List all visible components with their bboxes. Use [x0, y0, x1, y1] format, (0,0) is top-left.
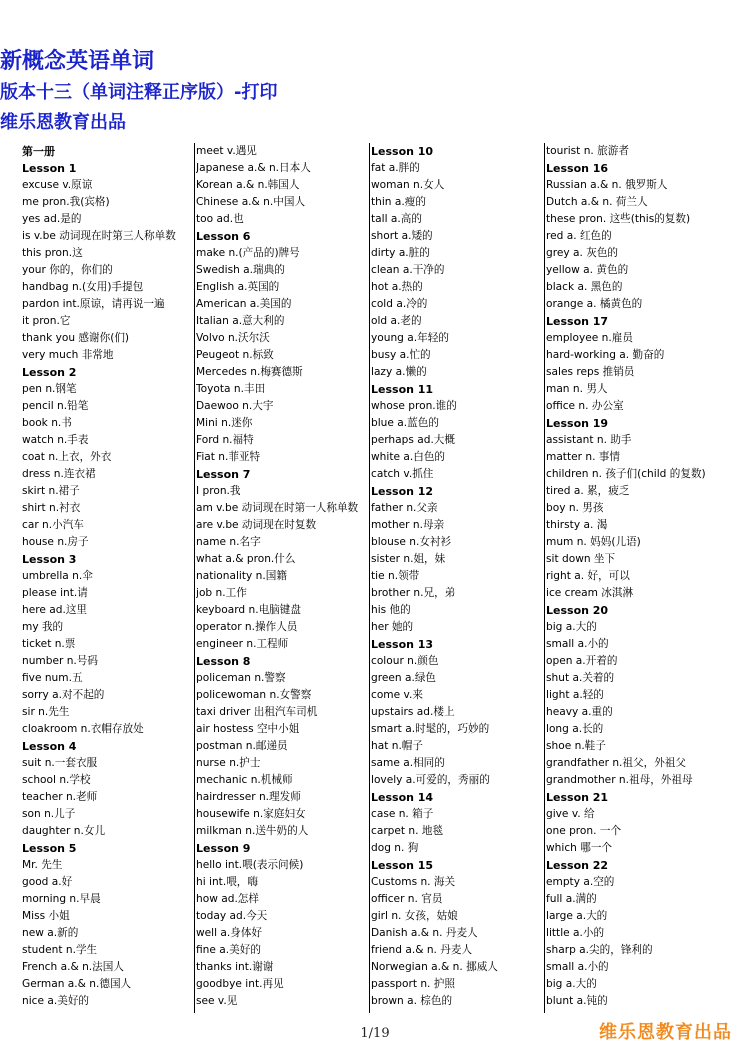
vocab-entry: fat a.胖的 [371, 162, 420, 174]
vocab-entry: my 我的 [22, 621, 64, 633]
vocab-entry: lazy a.懒的 [371, 366, 427, 378]
vocab-entry: assistant n. 助手 [546, 434, 632, 446]
vocab-entry: French a.& n.法国人 [22, 961, 124, 973]
vocab-entry: children n. 孩子们(child 的复数) [546, 468, 706, 480]
vocab-entry: upstairs ad.楼上 [371, 706, 455, 718]
vocab-entry: lovely a.可爱的，秀丽的 [371, 774, 490, 786]
vocab-entry: Peugeot n.标致 [196, 349, 274, 361]
vocab-entry: I pron.我 [196, 485, 241, 497]
vocab-entry: busy a.忙的 [371, 349, 431, 361]
vocab-entry: thanks int.谢谢 [196, 961, 274, 973]
vocab-entry: same a.相同的 [371, 757, 445, 769]
vocab-column-1 [22, 143, 192, 1013]
vocab-entry: housewife n.家庭妇女 [196, 808, 306, 820]
vocab-entry: office n. 办公室 [546, 400, 624, 412]
vocab-column-2 [196, 143, 366, 1013]
vocab-entry: hairdresser n.理发师 [196, 791, 301, 803]
vocab-column-3 [371, 143, 541, 1013]
vocab-entry: hot a.热的 [371, 281, 423, 293]
vocab-entry: yellow a. 黄色的 [546, 264, 629, 276]
vocab-entry: thin a.瘦的 [371, 196, 426, 208]
document-title: 新概念英语单词 [0, 49, 155, 74]
vocab-entry: tie n.领带 [371, 570, 420, 582]
lesson-heading: Lesson 15 [371, 859, 434, 872]
vocab-entry: shut a.关着的 [546, 672, 615, 684]
document-subtitle: 版本十三（单词注释正序版）-打印 [0, 82, 278, 103]
vocab-entry: dirty a.脏的 [371, 247, 430, 259]
vocab-entry: which 哪一个 [546, 842, 613, 854]
vocab-entry: perhaps ad.大概 [371, 434, 455, 446]
lesson-heading: Lesson 19 [546, 417, 609, 430]
vocab-entry: pen n.钢笔 [22, 383, 77, 395]
vocab-entry: son n.儿子 [22, 808, 76, 820]
vocab-entry: daughter n.女儿 [22, 825, 106, 837]
vocab-entry: blouse n.女衬衫 [371, 536, 452, 548]
vocab-entry: hat n.帽子 [371, 740, 423, 752]
vocab-entry: cloakroom n.衣帽存放处 [22, 723, 144, 735]
vocab-entry: dress n.连衣裙 [22, 468, 96, 480]
vocab-entry: dog n. 狗 [371, 842, 419, 854]
vocab-entry: man n. 男人 [546, 383, 608, 395]
vocab-entry: yes ad.是的 [22, 213, 82, 225]
vocab-entry: small a.小的 [546, 638, 609, 650]
lesson-heading: Lesson 5 [22, 842, 77, 855]
vocab-entry: Ford n.福特 [196, 434, 254, 446]
vocab-entry: thank you 感谢你(们) [22, 332, 130, 344]
vocab-entry: policewoman n.女警察 [196, 689, 312, 701]
vocab-entry: Miss 小姐 [22, 910, 70, 922]
vocab-entry: sales reps 推销员 [546, 366, 635, 378]
vocab-entry: too ad.也 [196, 213, 244, 225]
vocab-entry: fine a.美好的 [196, 944, 261, 956]
vocab-entry: Korean a.& n.韩国人 [196, 179, 300, 191]
vocab-entry: woman n.女人 [371, 179, 445, 191]
vocab-entry: Daewoo n.大宇 [196, 400, 274, 412]
lesson-heading: Lesson 4 [22, 740, 77, 753]
vocab-entry: little a.小的 [546, 927, 605, 939]
vocab-entry: grey a. 灰色的 [546, 247, 619, 259]
vocab-entry: grandmother n.祖母，外祖母 [546, 774, 693, 786]
vocab-entry: smart a.时髦的，巧妙的 [371, 723, 490, 735]
vocab-entry: catch v.抓住 [371, 468, 434, 480]
vocab-entry: policeman n.警察 [196, 672, 286, 684]
vocab-entry: postman n.邮递员 [196, 740, 288, 752]
vocab-entry: short a.矮的 [371, 230, 433, 242]
vocab-entry: matter n. 事情 [546, 451, 620, 463]
vocab-entry: clean a.干净的 [371, 264, 445, 276]
vocab-entry: Fiat n.菲亚特 [196, 451, 261, 463]
vocab-entry: American a.美国的 [196, 298, 292, 310]
vocab-entry: please int.请 [22, 587, 88, 599]
vocab-entry: orange a. 橘黄色的 [546, 298, 643, 310]
vocabulary-columns [22, 143, 730, 1013]
vocab-entry: ticket n.票 [22, 638, 76, 650]
vocab-entry: number n.号码 [22, 655, 98, 667]
vocab-entry: here ad.这里 [22, 604, 88, 616]
lesson-heading: Lesson 3 [22, 553, 77, 566]
vocab-entry: big a.大的 [546, 978, 597, 990]
vocab-entry: sister n.姐，妹 [371, 553, 446, 565]
vocab-entry: Japanese a.& n.日本人 [196, 162, 311, 174]
vocab-entry: officer n. 官员 [371, 893, 443, 905]
vocab-entry: operator n.操作人员 [196, 621, 298, 633]
vocab-entry: white a.白色的 [371, 451, 446, 463]
vocab-entry: mechanic n.机械师 [196, 774, 293, 786]
vocab-entry: right a. 好，可以 [546, 570, 630, 582]
lesson-heading: Lesson 22 [546, 859, 609, 872]
vocab-entry: give v. 给 [546, 808, 595, 820]
vocab-entry: five num.五 [22, 672, 83, 684]
vocab-entry: German a.& n.德国人 [22, 978, 132, 990]
lesson-heading: Lesson 13 [371, 638, 434, 651]
lesson-heading: Lesson 7 [196, 468, 251, 481]
vocab-entry: air hostess 空中小姐 [196, 723, 300, 735]
vocab-entry: young a.年轻的 [371, 332, 449, 344]
vocab-entry: your 你的，你们的 [22, 264, 113, 276]
lesson-heading: Lesson 6 [196, 230, 251, 243]
vocab-entry: morning n.早晨 [22, 893, 101, 905]
lesson-heading: Lesson 14 [371, 791, 434, 804]
vocab-entry: long a.长的 [546, 723, 604, 735]
publisher-line: 维乐恩教育出品 [0, 112, 126, 133]
vocab-entry: job n.工作 [196, 587, 247, 599]
lesson-heading: Lesson 11 [371, 383, 434, 396]
vocab-entry: Norwegian a.& n. 挪威人 [371, 961, 498, 973]
vocab-entry: Volvo n.沃尔沃 [196, 332, 270, 344]
vocab-entry: it pron.它 [22, 315, 71, 327]
vocab-entry: engineer n.工程师 [196, 638, 289, 650]
vocab-entry: small a.小的 [546, 961, 609, 973]
vocab-entry: tall a.高的 [371, 213, 422, 225]
vocab-entry: handbag n.(女用)手提包 [22, 281, 144, 293]
vocab-entry: Mr. 先生 [22, 859, 63, 871]
vocab-entry: car n.小汽车 [22, 519, 84, 531]
vocab-entry: come v.来 [371, 689, 423, 701]
vocab-entry: shirt n.衬衣 [22, 502, 81, 514]
vocab-entry: nurse n.护士 [196, 757, 261, 769]
vocab-entry: name n.名字 [196, 536, 261, 548]
vocab-entry: school n.学校 [22, 774, 91, 786]
vocab-entry: employee n.雇员 [546, 332, 633, 344]
vocab-entry: colour n.颜色 [371, 655, 439, 667]
vocab-entry: blunt a.钝的 [546, 995, 608, 1007]
vocab-entry: Toyota n.丰田 [196, 383, 266, 395]
vocab-column-4 [546, 143, 716, 1013]
vocab-entry: suit n.一套衣服 [22, 757, 98, 769]
lesson-heading: 第一册 [22, 145, 55, 158]
vocab-entry: mother n.母亲 [371, 519, 445, 531]
lesson-heading: Lesson 21 [546, 791, 609, 804]
vocab-entry: excuse v.原谅 [22, 179, 93, 191]
vocab-entry: pencil n.铅笔 [22, 400, 89, 412]
vocab-entry: shoe n.鞋子 [546, 740, 606, 752]
vocab-entry: make n.(产品的)牌号 [196, 247, 300, 259]
vocab-entry: friend a.& n. 丹麦人 [371, 944, 473, 956]
vocab-entry: carpet n. 地毯 [371, 825, 444, 837]
vocab-entry: sit down 坐下 [546, 553, 616, 565]
vocab-entry: case n. 箱子 [371, 808, 434, 820]
vocab-entry: meet v.遇见 [196, 145, 257, 157]
vocab-entry: pardon int.原谅，请再说一遍 [22, 298, 165, 310]
vocab-entry: keyboard n.电脑键盘 [196, 604, 301, 616]
vocab-entry: Italian a.意大利的 [196, 315, 285, 327]
vocab-entry: green a.绿色 [371, 672, 437, 684]
vocab-entry: Dutch a.& n. 荷兰人 [546, 196, 648, 208]
lesson-heading: Lesson 8 [196, 655, 251, 668]
vocab-entry: Mercedes n.梅赛德斯 [196, 366, 303, 378]
vocab-entry: watch n.手表 [22, 434, 89, 446]
vocab-entry: red a. 红色的 [546, 230, 612, 242]
vocab-entry: light a.轻的 [546, 689, 604, 701]
vocab-entry: student n.学生 [22, 944, 98, 956]
vocab-entry: mum n. 妈妈(儿语) [546, 536, 641, 548]
publisher-watermark: 维乐恩教育出品 [599, 1022, 732, 1043]
vocab-entry: father n.父亲 [371, 502, 438, 514]
vocab-entry: cold a.冷的 [371, 298, 428, 310]
lesson-heading: Lesson 1 [22, 162, 77, 175]
vocab-entry: book n.书 [22, 417, 72, 429]
vocab-entry: Danish a.& n. 丹麦人 [371, 927, 478, 939]
vocab-entry: these pron. 这些(this的复数) [546, 213, 691, 225]
vocab-entry: how ad.怎样 [196, 893, 259, 905]
vocab-entry: big a.大的 [546, 621, 597, 633]
vocab-entry: nationality n.国籍 [196, 570, 287, 582]
vocab-entry: well a.身体好 [196, 927, 263, 939]
vocab-entry: blue a.蓝色的 [371, 417, 439, 429]
vocab-entry: Chinese a.& n.中国人 [196, 196, 306, 208]
vocab-entry: am v.be 动词现在时第一人称单数 [196, 502, 359, 514]
vocab-entry: thirsty a. 渴 [546, 519, 608, 531]
vocab-entry: me pron.我(宾格) [22, 196, 110, 208]
vocab-entry: teacher n.老师 [22, 791, 98, 803]
lesson-heading: Lesson 2 [22, 366, 77, 379]
lesson-heading: Lesson 20 [546, 604, 609, 617]
vocab-entry: passport n. 护照 [371, 978, 455, 990]
vocab-entry: sharp a.尖的，锋利的 [546, 944, 653, 956]
column-divider [369, 143, 370, 1013]
vocab-entry: is v.be 动词现在时第三人称单数 [22, 230, 176, 242]
vocab-entry: skirt n.裙子 [22, 485, 80, 497]
vocab-entry: tourist n. 旅游者 [546, 145, 629, 157]
vocab-entry: today ad.今天 [196, 910, 268, 922]
vocab-entry: his 他的 [371, 604, 411, 616]
vocab-entry: milkman n.送牛奶的人 [196, 825, 309, 837]
vocab-entry: old a.老的 [371, 315, 422, 327]
vocab-entry: ice cream 冰淇淋 [546, 587, 634, 599]
vocab-entry: brown a. 棕色的 [371, 995, 453, 1007]
vocab-entry: girl n. 女孩，姑娘 [371, 910, 458, 922]
vocab-entry: nice a.美好的 [22, 995, 90, 1007]
vocab-entry: good a.好 [22, 876, 73, 888]
vocab-entry: new a.新的 [22, 927, 79, 939]
vocab-entry: heavy a.重的 [546, 706, 613, 718]
vocab-entry: her 她的 [371, 621, 414, 633]
vocab-entry: open a.开着的 [546, 655, 618, 667]
vocab-entry: this pron.这 [22, 247, 83, 259]
vocab-entry: are v.be 动词现在时复数 [196, 519, 317, 531]
vocab-entry: see v.见 [196, 995, 238, 1007]
vocab-entry: boy n. 男孩 [546, 502, 604, 514]
vocab-entry: tired a. 累，疲乏 [546, 485, 630, 497]
vocab-entry: house n.房子 [22, 536, 89, 548]
vocab-entry: whose pron.谁的 [371, 400, 457, 412]
vocab-entry: Russian a.& n. 俄罗斯人 [546, 179, 668, 191]
vocab-entry: coat n.上衣，外衣 [22, 451, 112, 463]
vocab-entry: one pron. 一个 [546, 825, 622, 837]
vocab-entry: Swedish a.瑞典的 [196, 264, 285, 276]
vocab-entry: hard-working a. 勤奋的 [546, 349, 665, 361]
vocab-entry: goodbye int.再见 [196, 978, 284, 990]
lesson-heading: Lesson 10 [371, 145, 434, 158]
vocab-entry: English a.英国的 [196, 281, 280, 293]
vocab-entry: hi int.喂，嗨 [196, 876, 258, 888]
vocab-entry: black a. 黑色的 [546, 281, 623, 293]
vocab-entry: taxi driver 出租汽车司机 [196, 706, 318, 718]
lesson-heading: Lesson 17 [546, 315, 609, 328]
vocab-entry: Mini n.迷你 [196, 417, 253, 429]
lesson-heading: Lesson 16 [546, 162, 609, 175]
column-divider [194, 143, 195, 1013]
vocab-entry: sir n.先生 [22, 706, 70, 718]
vocab-entry: Customs n. 海关 [371, 876, 456, 888]
vocab-entry: what a.& pron.什么 [196, 553, 296, 565]
page-number: 1/19 [360, 1026, 390, 1041]
vocab-entry: umbrella n.伞 [22, 570, 93, 582]
vocab-entry: brother n.兄，弟 [371, 587, 456, 599]
vocab-entry: grandfather n.祖父，外祖父 [546, 757, 686, 769]
lesson-heading: Lesson 12 [371, 485, 434, 498]
vocab-entry: hello int.喂(表示问候) [196, 859, 304, 871]
vocab-entry: sorry a.对不起的 [22, 689, 105, 701]
column-divider [544, 143, 545, 1013]
vocab-entry: empty a.空的 [546, 876, 615, 888]
vocab-entry: very much 非常地 [22, 349, 114, 361]
lesson-heading: Lesson 9 [196, 842, 251, 855]
vocab-entry: full a.满的 [546, 893, 597, 905]
vocab-entry: large a.大的 [546, 910, 608, 922]
